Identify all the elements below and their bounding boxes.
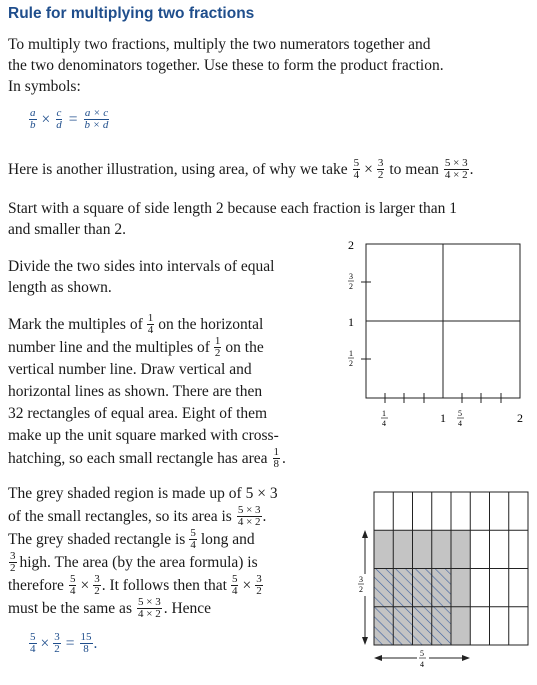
height-label-den: 2 — [359, 585, 363, 594]
intro-paragraph — [8, 34, 444, 97]
height-label-num: 3 — [359, 575, 363, 584]
x-label-five-quarters-num: 5 — [458, 409, 462, 418]
unit-square-figure — [330, 232, 535, 430]
divide-paragraph: Divide the two sides into intervals of equal length as shown. — [8, 258, 275, 296]
x-label-1: 1 — [440, 411, 446, 425]
y-label-half-den: 2 — [349, 359, 353, 368]
start-paragraph: Start with a square of side length 2 because each fraction is larger than 1 and smaller than 2. — [8, 200, 458, 238]
y-label-half-num: 1 — [349, 349, 353, 358]
width-label-den: 4 — [420, 660, 424, 669]
general-formula: $\frac{a}{b}$ × $\frac{c}{d}$ = $\frac{a \times c}{b \times d}$ — [30, 107, 109, 131]
x-label-five-quarters-den: 4 — [458, 419, 462, 428]
y-label-2: 2 — [348, 238, 354, 252]
section-heading: Rule for multiplying two fractions — [8, 5, 255, 22]
illustration-sentence: Here is another illustration, using area, of why we take $\frac{5}{4}$ × $\frac{3}{2}$ to mean $\frac{5 \times 3}{4 \times 2}$ . — [8, 157, 474, 181]
x-label-quarter-num: 1 — [382, 409, 386, 418]
y-label-three-halves-num: 3 — [349, 272, 353, 281]
width-label-num: 5 — [420, 649, 424, 658]
mark-paragraph: Mark the multiples of $\frac{1}{4}$ on the horizontal number line and the multiples of $\frac{1}{2}$ on the vertical number line. Draw vertical and horizontal lines as shown. There are then 32 rectangles of equal area. Eight of them make up the unit square marked with cross- hatching, so each small rectangle has area $\frac{1}{8}$ . — [8, 312, 286, 470]
intro-line-2: the two denominators together. Use these to form the product fraction. — [8, 57, 444, 74]
intro-line-1: To multiply two fractions, multiply the two numerators together and — [8, 36, 431, 53]
result-equation: $\frac{5}{4}$ × $\frac{3}{2}$ = $\frac{15}{8}$ . — [30, 631, 98, 655]
x-label-2: 2 — [517, 411, 523, 425]
shaded-grid-figure — [354, 488, 532, 670]
grey-paragraph: The grey shaded region is made up of 5 × 3 of the small rectangles, so its area is $\frac{5 \times 3}{4 \times 2}$ . The grey shaded rectangle is $\frac{5}{4}$ long and $\frac{3}{2}$ high. The area (by the area formula) is therefore $\frac{5}{4}$ × $\frac{3}{2}$ . It follows then that $\frac{5}{4}$ × $\frac{3}{2}$ must be the same as $\frac{5 \times 3}{4 \times 2}$ . Hence — [8, 485, 278, 620]
intro-line-3: In symbols: — [8, 78, 81, 95]
y-label-1: 1 — [348, 315, 354, 329]
y-label-three-halves-den: 2 — [349, 282, 353, 291]
x-label-quarter-den: 4 — [382, 419, 386, 428]
